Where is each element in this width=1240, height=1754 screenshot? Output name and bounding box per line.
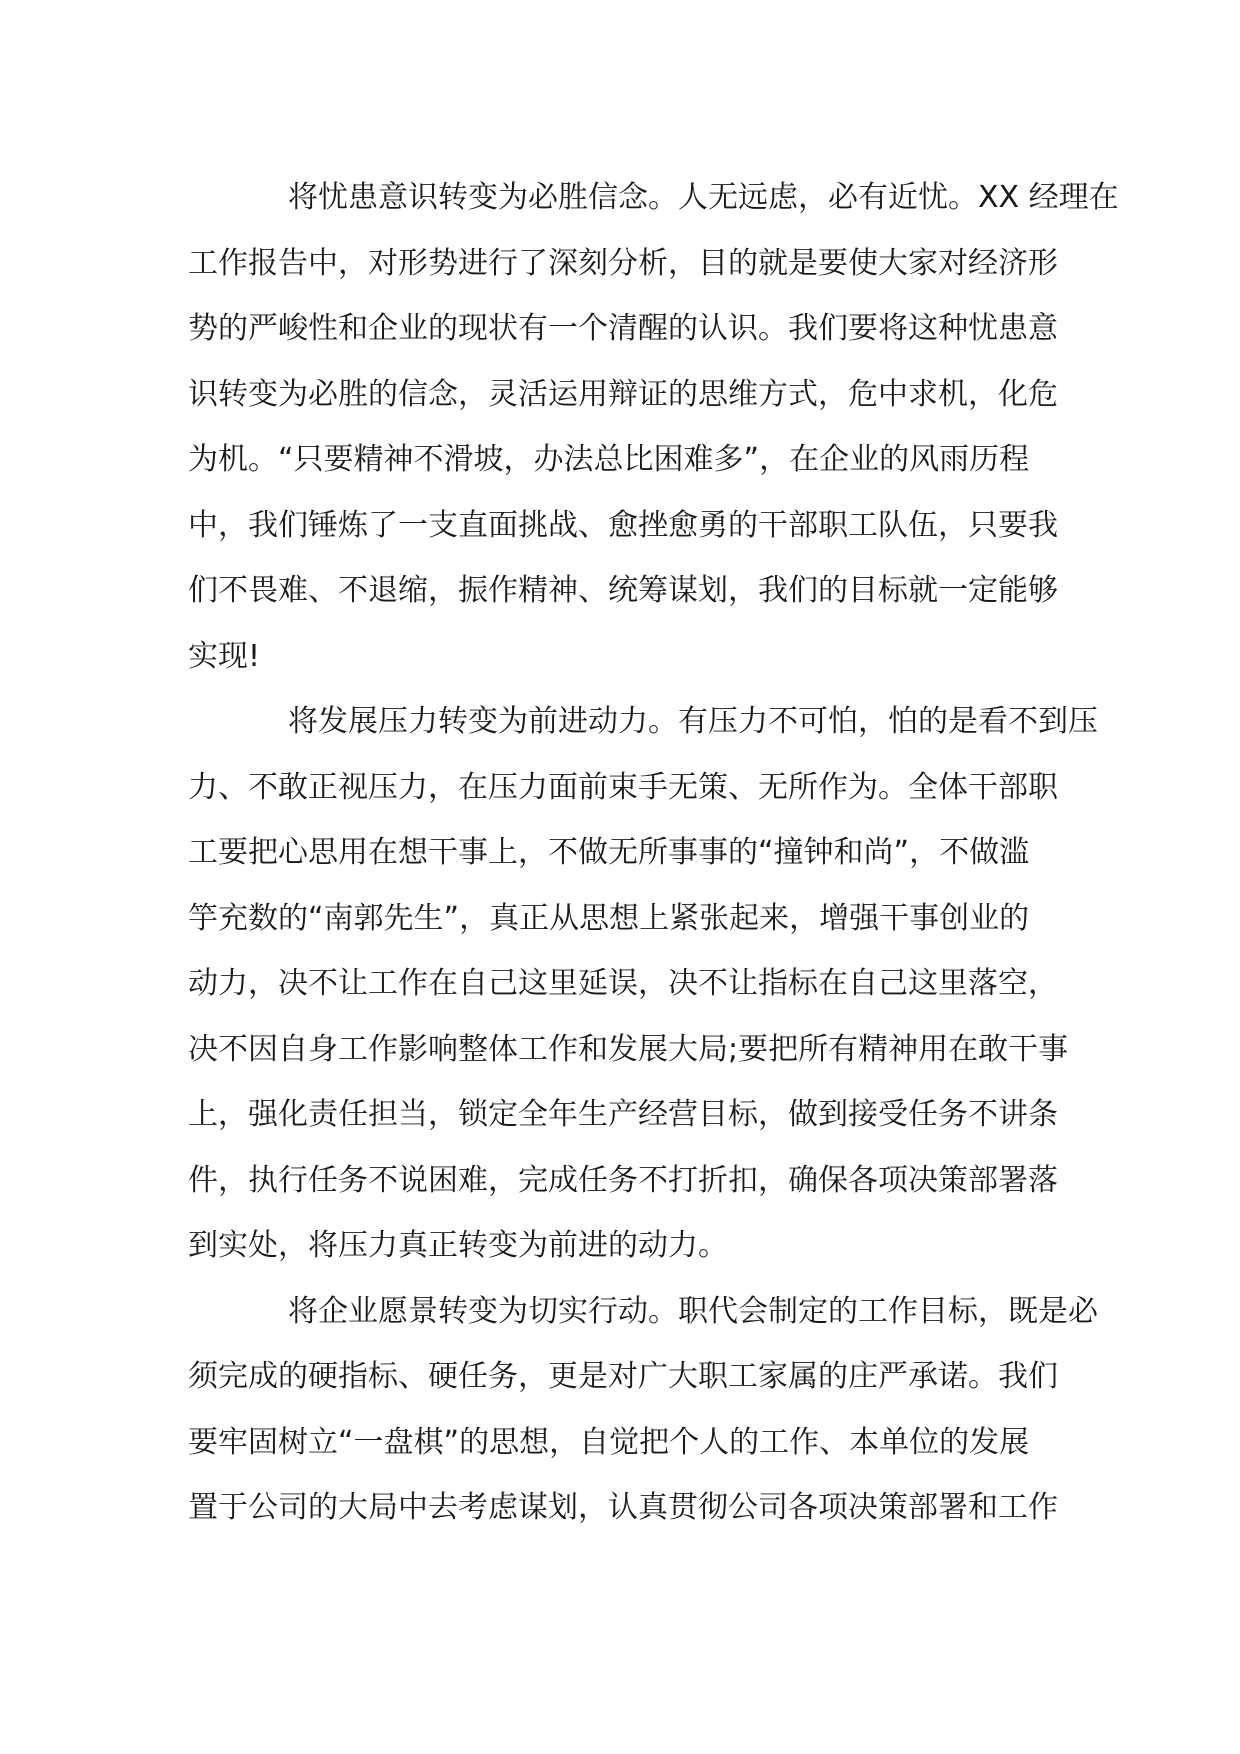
paragraph-line: 工要把心思用在想干事上，不做无所事事的“撞钟和尚”，不做滥 xyxy=(188,835,1030,870)
paragraph-line: 件，执行任务不说困难，完成任务不打折扣，确保各项决策部署落 xyxy=(188,1162,1058,1198)
paragraph-line: 识转变为必胜的信念，灵活运用辩证的思维方式，危中求机，化危 xyxy=(188,376,1058,412)
paragraph-1 xyxy=(188,165,1119,689)
paragraph-line: 力、不敢正视压力，在压力面前束手无策、无所作为。全体干部职 xyxy=(188,769,1058,805)
paragraph-line: 将企业愿景转变为切实行动。职代会制定的工作目标，既是必 xyxy=(288,1293,1098,1329)
paragraph-line: 决不因自身工作影响整体工作和发展大局;要把所有精神用在敢干事 xyxy=(188,1031,1069,1067)
paragraph-line: 们不畏难、不退缩，振作精神、统筹谋划，我们的目标就一定能够 xyxy=(188,573,1058,608)
paragraph-2 xyxy=(188,689,1098,1279)
paragraph-line: 为机。“只要精神不滑坡，办法总比困难多”，在企业的风雨历程 xyxy=(188,442,1030,477)
paragraph-line: 上，强化责任担当，锁定全年生产经营目标，做到接受任务不讲条 xyxy=(188,1097,1058,1132)
paragraph-line: 要牢固树立“一盘棋”的思想，自觉把个人的工作、本单位的发展 xyxy=(188,1424,1030,1460)
paragraph-line: 置于公司的大局中去考虑谋划，认真贯彻公司各项决策部署和工作 xyxy=(188,1490,1058,1525)
paragraph-line: 到实处，将压力真正转变为前进的动力。 xyxy=(188,1228,728,1263)
paragraph-line: 工作报告中，对形势进行了深刻分析，目的就是要使大家对经济形 xyxy=(188,245,1058,281)
paragraph-line: 须完成的硬指标、硬任务，更是对广大职工家属的庄严承诺。我们 xyxy=(188,1359,1058,1394)
paragraph-line: 将忧患意识转变为必胜信念。人无远虑，必有近忧。XX 经理在 xyxy=(288,180,1119,215)
paragraph-line: 动力，决不让工作在自己这里延误，决不让指标在自己这里落空， xyxy=(188,966,1058,1001)
paragraph-line: 竽充数的“南郭先生”，真正从思想上紧张起来，增强干事创业的 xyxy=(188,900,1030,936)
paragraph-line: 实现! xyxy=(188,638,261,674)
paragraph-line: 将发展压力转变为前进动力。有压力不可怕，怕的是看不到压 xyxy=(288,704,1098,739)
paragraph-3 xyxy=(188,1279,1098,1541)
body-text xyxy=(188,165,1119,1541)
paragraph-line: 势的严峻性和企业的现状有一个清醒的认识。我们要将这种忧患意 xyxy=(188,311,1058,346)
paragraph-line: 中，我们锤炼了一支直面挑战、愈挫愈勇的干部职工队伍，只要我 xyxy=(188,507,1058,543)
